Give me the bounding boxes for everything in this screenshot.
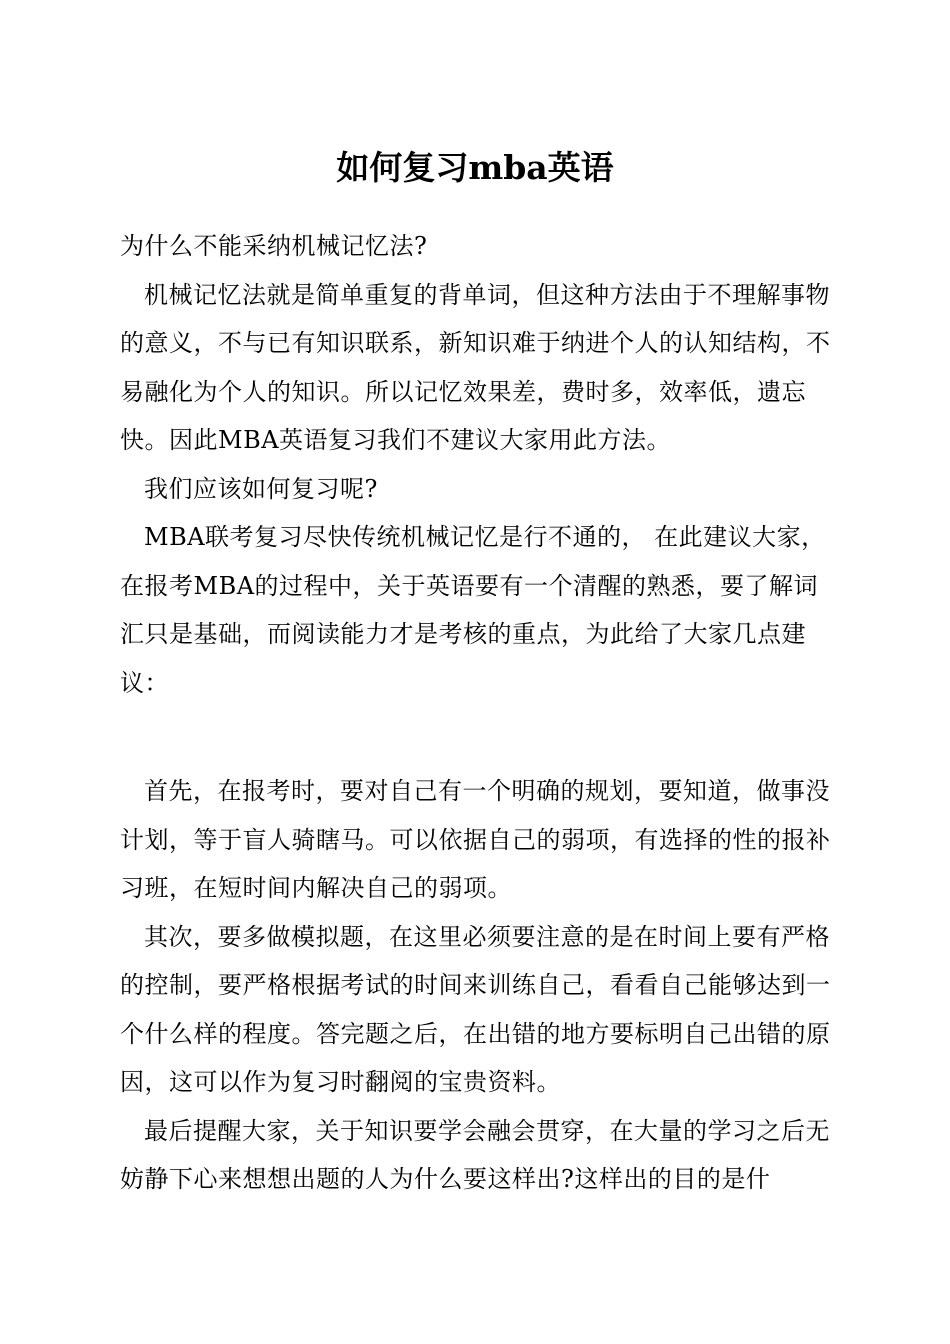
paragraph-last: 最后提醒大家，关于知识要学会融会贯穿，在大量的学习之后无妨静下心来想想出题的人为什么要这样出?这样出的目的是什 bbox=[120, 1116, 830, 1193]
paragraph-first: 首先，在报考时，要对自己有一个明确的规划，要知道，做事没计划，等于盲人骑瞎马。可以依据自己的弱项，有选择的性的报补习班，在短时间内解决自己的弱项。 bbox=[120, 777, 831, 902]
document-title: 如何复习mba英语 bbox=[336, 148, 614, 187]
document-body bbox=[120, 222, 840, 1204]
paragraph-question-2: 我们应该如何复习呢? bbox=[144, 474, 378, 503]
paragraph-question-1: 为什么不能采纳机械记忆法? bbox=[120, 232, 428, 260]
paragraph-second: 其次，要多做模拟题，在这里必须要注意的是在时间上要有严格的控制，要严格根据考试的时间来训练自己，看看自己能够达到一个什么样的程度。答完题之后，在出错的地方要标明自己出错的原因，这可以作为复习时翻阅的宝贵资料。 bbox=[120, 922, 831, 1096]
paragraph-gap bbox=[120, 707, 840, 767]
paragraph-mechanical-memory: 机械记忆法就是简单重复的背单词，但这种方法由于不理解事物的意义，不与已有知识联系，新知识难于纳进个人的认知结构，不易融化为个人的知识。所以记忆效果差，费时多，效率低，遗忘快。因此MBA英语复习我们不建议大家用此方法。 bbox=[120, 280, 831, 454]
paragraph-advice-intro: MBA联考复习尽快传统机械记忆是行不通的， 在此建议大家，在报考MBA的过程中，关于英语要有一个清醒的熟悉，要了解词汇只是基础，而阅读能力才是考核的重点，为此给了大家几点建议： bbox=[120, 523, 826, 697]
